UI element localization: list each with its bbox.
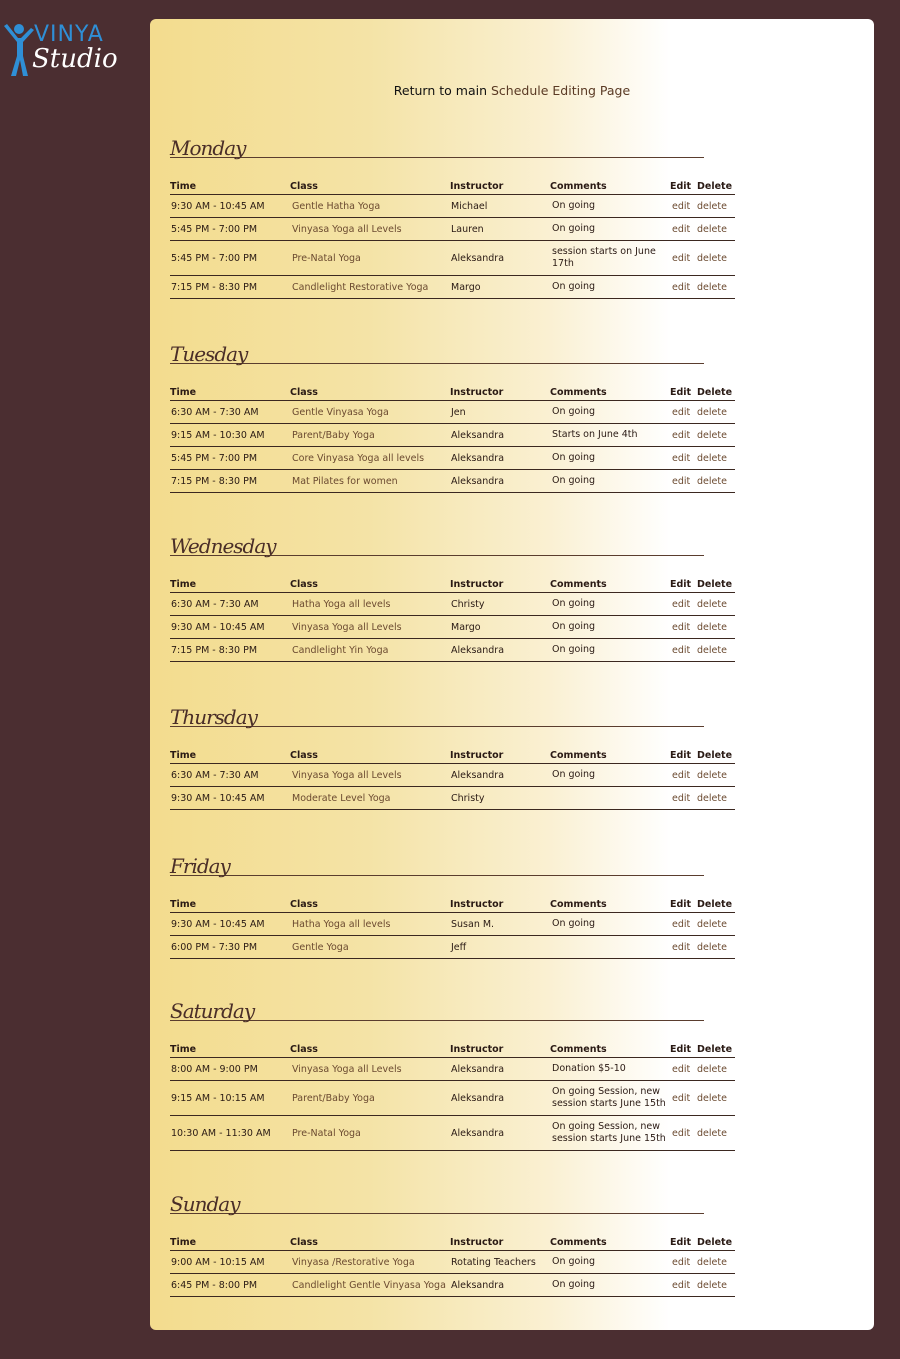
day-section-thursday	[170, 706, 735, 810]
instructor-name: Margo	[450, 276, 550, 299]
day-section-sunday	[170, 1193, 735, 1297]
table-row	[170, 1274, 735, 1297]
table-row	[170, 936, 735, 959]
instructor-name: Susan M.	[450, 913, 550, 936]
comments-header: Comments	[550, 180, 670, 195]
table-header-row	[170, 386, 735, 401]
class-comments: On going	[550, 1251, 670, 1274]
schedule-table	[170, 180, 735, 299]
class-time: 9:15 AM - 10:15 AM	[170, 1081, 290, 1116]
table-row	[170, 787, 735, 810]
instructor-header: Instructor	[450, 578, 550, 593]
edit-link[interactable]: edit	[670, 1251, 697, 1274]
class-time: 6:30 AM - 7:30 AM	[170, 764, 290, 787]
class-name: Candlelight Restorative Yoga	[290, 276, 450, 299]
table-header-row	[170, 749, 735, 764]
instructor-name: Aleksandra	[450, 1081, 550, 1116]
delete-header: Delete	[697, 386, 735, 401]
edit-link[interactable]: edit	[670, 787, 697, 810]
delete-link[interactable]: delete	[697, 276, 735, 299]
class-comments: On going	[550, 639, 670, 662]
schedule-table	[170, 578, 735, 662]
schedule-editing-link[interactable]: Schedule Editing Page	[491, 83, 631, 98]
class-comments: On going	[550, 616, 670, 639]
class-time: 6:30 AM - 7:30 AM	[170, 401, 290, 424]
table-row	[170, 1058, 735, 1081]
class-comments: On going	[550, 447, 670, 470]
edit-link[interactable]: edit	[670, 616, 697, 639]
class-comments: On going	[550, 195, 670, 218]
class-comments: session starts on June 17th	[550, 241, 670, 276]
return-line	[150, 83, 874, 98]
logo-studio-text: Studio	[32, 44, 118, 74]
table-header-row	[170, 180, 735, 195]
content-panel	[150, 19, 874, 1330]
class-time: 6:30 AM - 7:30 AM	[170, 593, 290, 616]
instructor-name: Aleksandra	[450, 1058, 550, 1081]
edit-header: Edit	[670, 386, 697, 401]
table-row	[170, 1116, 735, 1151]
table-row	[170, 764, 735, 787]
edit-link[interactable]: edit	[670, 241, 697, 276]
instructor-header: Instructor	[450, 386, 550, 401]
time-header: Time	[170, 749, 290, 764]
class-name: Hatha Yoga all levels	[290, 913, 450, 936]
class-name: Moderate Level Yoga	[290, 787, 450, 810]
edit-link[interactable]: edit	[670, 218, 697, 241]
class-header: Class	[290, 749, 450, 764]
class-comments: On going	[550, 1274, 670, 1297]
day-title: Sunday	[170, 1192, 240, 1216]
instructor-name: Michael	[450, 195, 550, 218]
class-comments: On going Session, new session starts June 15th	[550, 1081, 670, 1116]
instructor-name: Aleksandra	[450, 447, 550, 470]
delete-link[interactable]: delete	[697, 639, 735, 662]
instructor-name: Jen	[450, 401, 550, 424]
class-time: 9:30 AM - 10:45 AM	[170, 195, 290, 218]
class-time: 9:30 AM - 10:45 AM	[170, 616, 290, 639]
class-name: Gentle Hatha Yoga	[290, 195, 450, 218]
instructor-name: Jeff	[450, 936, 550, 959]
table-row	[170, 424, 735, 447]
schedule-table	[170, 1043, 735, 1151]
class-time: 10:30 AM - 11:30 AM	[170, 1116, 290, 1151]
day-title: Friday	[170, 854, 230, 878]
class-comments: On going	[550, 470, 670, 493]
class-name: Parent/Baby Yoga	[290, 1081, 450, 1116]
schedule-table	[170, 749, 735, 810]
table-row	[170, 218, 735, 241]
class-time: 9:15 AM - 10:30 AM	[170, 424, 290, 447]
comments-header: Comments	[550, 1236, 670, 1251]
instructor-name: Aleksandra	[450, 241, 550, 276]
logo-vinya-text: VINYA	[34, 22, 104, 47]
table-row	[170, 195, 735, 218]
day-section-saturday	[170, 1000, 735, 1151]
table-row	[170, 616, 735, 639]
edit-link[interactable]: edit	[670, 424, 697, 447]
schedule-table	[170, 386, 735, 493]
class-name: Candlelight Gentle Vinyasa Yoga	[290, 1274, 450, 1297]
class-comments	[550, 936, 670, 959]
table-row	[170, 1081, 735, 1116]
edit-link[interactable]: edit	[670, 1116, 697, 1151]
time-header: Time	[170, 1236, 290, 1251]
table-row	[170, 447, 735, 470]
day-section-monday	[170, 137, 735, 299]
time-header: Time	[170, 578, 290, 593]
table-row	[170, 593, 735, 616]
instructor-header: Instructor	[450, 749, 550, 764]
delete-link[interactable]: delete	[697, 447, 735, 470]
edit-header: Edit	[670, 898, 697, 913]
edit-link[interactable]: edit	[670, 1058, 697, 1081]
class-comments: On going	[550, 764, 670, 787]
instructor-name: Aleksandra	[450, 470, 550, 493]
delete-link[interactable]: delete	[697, 1274, 735, 1297]
delete-link[interactable]: delete	[697, 1251, 735, 1274]
class-name: Vinyasa Yoga all Levels	[290, 218, 450, 241]
instructor-name: Aleksandra	[450, 764, 550, 787]
instructor-name: Aleksandra	[450, 639, 550, 662]
class-header: Class	[290, 1236, 450, 1251]
table-row	[170, 639, 735, 662]
class-comments: Donation $5-10	[550, 1058, 670, 1081]
instructor-name: Margo	[450, 616, 550, 639]
instructor-name: Christy	[450, 787, 550, 810]
day-divider	[170, 363, 704, 364]
edit-header: Edit	[670, 1236, 697, 1251]
time-header: Time	[170, 386, 290, 401]
class-header: Class	[290, 180, 450, 195]
table-header-row	[170, 898, 735, 913]
delete-header: Delete	[697, 749, 735, 764]
delete-link[interactable]: delete	[697, 424, 735, 447]
day-section-tuesday	[170, 343, 735, 493]
delete-link[interactable]: delete	[697, 616, 735, 639]
class-header: Class	[290, 898, 450, 913]
class-time: 5:45 PM - 7:00 PM	[170, 447, 290, 470]
delete-link[interactable]: delete	[697, 764, 735, 787]
delete-link[interactable]: delete	[697, 241, 735, 276]
table-header-row	[170, 578, 735, 593]
day-divider	[170, 1213, 704, 1214]
delete-link[interactable]: delete	[697, 218, 735, 241]
edit-link[interactable]: edit	[670, 593, 697, 616]
day-title: Monday	[170, 136, 246, 160]
instructor-name: Aleksandra	[450, 1274, 550, 1297]
time-header: Time	[170, 898, 290, 913]
edit-link[interactable]: edit	[670, 470, 697, 493]
instructor-name: Christy	[450, 593, 550, 616]
class-time: 7:15 PM - 8:30 PM	[170, 470, 290, 493]
return-prefix: Return to main	[393, 83, 488, 98]
instructor-name: Aleksandra	[450, 1116, 550, 1151]
edit-header: Edit	[670, 180, 697, 195]
delete-header: Delete	[697, 1236, 735, 1251]
delete-link[interactable]: delete	[697, 936, 735, 959]
day-title: Wednesday	[170, 534, 276, 558]
edit-link[interactable]: edit	[670, 764, 697, 787]
comments-header: Comments	[550, 898, 670, 913]
comments-header: Comments	[550, 386, 670, 401]
schedule-table	[170, 898, 735, 959]
class-comments	[550, 787, 670, 810]
delete-link[interactable]: delete	[697, 913, 735, 936]
class-name: Candlelight Yin Yoga	[290, 639, 450, 662]
table-row	[170, 1251, 735, 1274]
instructor-name: Lauren	[450, 218, 550, 241]
edit-link[interactable]: edit	[670, 913, 697, 936]
class-name: Gentle Vinyasa Yoga	[290, 401, 450, 424]
table-row	[170, 470, 735, 493]
edit-link[interactable]: edit	[670, 276, 697, 299]
edit-link[interactable]: edit	[670, 1274, 697, 1297]
edit-link[interactable]: edit	[670, 639, 697, 662]
class-name: Pre-Natal Yoga	[290, 1116, 450, 1151]
time-header: Time	[170, 1043, 290, 1058]
delete-link[interactable]: delete	[697, 593, 735, 616]
instructor-name: Rotating Teachers	[450, 1251, 550, 1274]
class-name: Core Vinyasa Yoga all levels	[290, 447, 450, 470]
table-row	[170, 913, 735, 936]
day-section-friday	[170, 855, 735, 959]
day-divider	[170, 875, 704, 876]
class-time: 9:30 AM - 10:45 AM	[170, 913, 290, 936]
delete-link[interactable]: delete	[697, 1058, 735, 1081]
class-time: 6:45 PM - 8:00 PM	[170, 1274, 290, 1297]
class-comments: On going	[550, 593, 670, 616]
class-name: Vinyasa Yoga all Levels	[290, 1058, 450, 1081]
table-row	[170, 241, 735, 276]
day-section-wednesday	[170, 535, 735, 662]
class-comments: On going	[550, 401, 670, 424]
instructor-name: Aleksandra	[450, 424, 550, 447]
day-title: Tuesday	[170, 342, 248, 366]
class-time: 5:45 PM - 7:00 PM	[170, 241, 290, 276]
table-header-row	[170, 1236, 735, 1251]
class-name: Pre-Natal Yoga	[290, 241, 450, 276]
instructor-header: Instructor	[450, 1043, 550, 1058]
edit-link[interactable]: edit	[670, 195, 697, 218]
comments-header: Comments	[550, 1043, 670, 1058]
site-logo[interactable]	[2, 18, 142, 88]
class-name: Gentle Yoga	[290, 936, 450, 959]
delete-link[interactable]: delete	[697, 1081, 735, 1116]
table-row	[170, 401, 735, 424]
class-comments: Starts on June 4th	[550, 424, 670, 447]
edit-header: Edit	[670, 578, 697, 593]
delete-link[interactable]: delete	[697, 470, 735, 493]
delete-link[interactable]: delete	[697, 1116, 735, 1151]
delete-header: Delete	[697, 898, 735, 913]
class-header: Class	[290, 1043, 450, 1058]
comments-header: Comments	[550, 578, 670, 593]
class-comments: On going Session, new session starts June 15th	[550, 1116, 670, 1151]
class-time: 5:45 PM - 7:00 PM	[170, 218, 290, 241]
class-time: 9:30 AM - 10:45 AM	[170, 787, 290, 810]
delete-link[interactable]: delete	[697, 401, 735, 424]
day-title: Saturday	[170, 999, 255, 1023]
class-name: Vinyasa Yoga all Levels	[290, 616, 450, 639]
comments-header: Comments	[550, 749, 670, 764]
instructor-header: Instructor	[450, 898, 550, 913]
class-comments: On going	[550, 276, 670, 299]
delete-header: Delete	[697, 578, 735, 593]
edit-link[interactable]: edit	[670, 447, 697, 470]
day-divider	[170, 157, 704, 158]
class-name: Mat Pilates for women	[290, 470, 450, 493]
instructor-header: Instructor	[450, 1236, 550, 1251]
class-time: 6:00 PM - 7:30 PM	[170, 936, 290, 959]
class-name: Vinyasa Yoga all Levels	[290, 764, 450, 787]
class-name: Vinyasa /Restorative Yoga	[290, 1251, 450, 1274]
edit-link[interactable]: edit	[670, 401, 697, 424]
delete-header: Delete	[697, 1043, 735, 1058]
table-row	[170, 276, 735, 299]
table-header-row	[170, 1043, 735, 1058]
delete-link[interactable]: delete	[697, 787, 735, 810]
time-header: Time	[170, 180, 290, 195]
class-name: Parent/Baby Yoga	[290, 424, 450, 447]
instructor-header: Instructor	[450, 180, 550, 195]
class-comments: On going	[550, 218, 670, 241]
class-header: Class	[290, 386, 450, 401]
class-time: 9:00 AM - 10:15 AM	[170, 1251, 290, 1274]
delete-link[interactable]: delete	[697, 195, 735, 218]
edit-header: Edit	[670, 1043, 697, 1058]
schedule-table	[170, 1236, 735, 1297]
class-time: 7:15 PM - 8:30 PM	[170, 639, 290, 662]
edit-link[interactable]: edit	[670, 1081, 697, 1116]
day-title: Thursday	[170, 705, 257, 729]
class-time: 7:15 PM - 8:30 PM	[170, 276, 290, 299]
yoga-figure-icon	[2, 20, 36, 78]
class-comments: On going	[550, 913, 670, 936]
class-time: 8:00 AM - 9:00 PM	[170, 1058, 290, 1081]
delete-header: Delete	[697, 180, 735, 195]
class-header: Class	[290, 578, 450, 593]
edit-header: Edit	[670, 749, 697, 764]
class-name: Hatha Yoga all levels	[290, 593, 450, 616]
edit-link[interactable]: edit	[670, 936, 697, 959]
